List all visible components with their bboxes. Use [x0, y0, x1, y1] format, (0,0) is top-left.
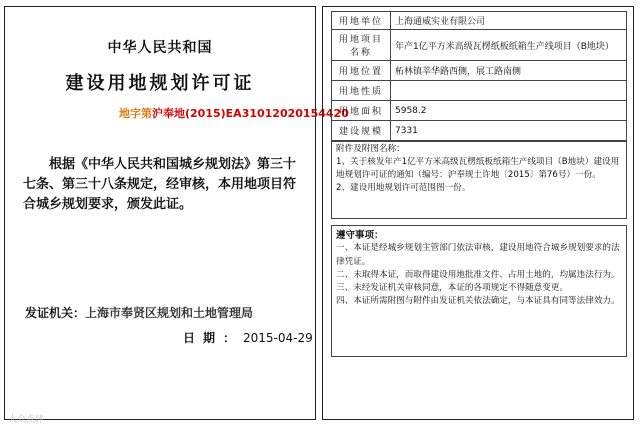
info-value — [391, 81, 627, 101]
notes-section — [331, 225, 627, 357]
table-row — [332, 121, 627, 141]
certificate-number-label: 地字第 — [119, 107, 152, 120]
table-row — [332, 30, 627, 61]
list-item: 三、未经发证机关审核同意，本证的各项规定不得随意变更。 — [336, 283, 569, 294]
info-value: 7331 — [391, 121, 627, 141]
issuer-label: 发证机关： — [25, 306, 86, 320]
certificate-body: 根据《中华人民共和国城乡规划法》第三十七条、第三十八条规定，经审核，本用地项目符合城乡规划要求，颁发此证。 — [23, 157, 297, 212]
list-item: 一、本证是经城乡规划主管部门依法审核，建设用地符合城乡规划要求的法律凭证。 — [336, 243, 620, 267]
info-value: 5958.2 — [391, 101, 627, 121]
date-value: 2015-04-29 — [243, 331, 313, 345]
country-name: 中华人民共和国 — [107, 40, 213, 56]
certificate-left-panel — [4, 6, 349, 420]
info-key: 用地项目名称 — [332, 30, 391, 61]
certificate-number — [119, 105, 349, 121]
list-item: 二、未取得本证，而取得建设用地批准文件、占用土地的，均属违法行为。 — [336, 269, 620, 280]
table-row — [332, 61, 627, 81]
info-key: 用地性质 — [332, 81, 391, 101]
certificate-title: 建设用地规划许可证 — [65, 73, 255, 94]
table-row — [332, 12, 627, 30]
land-info-table — [331, 11, 627, 141]
issuer-name: 上海市奉贤区规划和土地管理局 — [85, 306, 254, 320]
info-key: 用地位置 — [332, 61, 391, 81]
attachments-section — [331, 141, 627, 219]
info-value: 柘林镇莘华路西侧，展工路南侧 — [391, 61, 627, 81]
certificate-number-value: 沪奉地(2015)EA31012020154420 — [152, 107, 349, 120]
watermark: 大众点评 — [8, 415, 45, 425]
list-item: 2、建设用地规划许可范围图一份。 — [336, 183, 471, 193]
table-row — [332, 101, 627, 121]
list-item: 四、本证所需附图与附件由发证机关依法确定，与本证具有同等法律效力。 — [336, 296, 620, 307]
issuing-authority — [25, 304, 253, 321]
certificate-right-panel — [322, 6, 634, 420]
info-value: 年产1亿平方米高级瓦楞纸板纸箱生产线项目（B地块） — [391, 30, 627, 61]
date-label: 日期： — [183, 331, 244, 345]
table-row — [332, 81, 627, 101]
info-value: 上海通威实业有限公司 — [391, 12, 627, 30]
attachments-heading: 附件及附图名称： — [336, 144, 405, 154]
notes-heading: 遵守事项： — [336, 230, 384, 241]
issue-date — [183, 329, 313, 346]
info-key: 建设规模 — [332, 121, 391, 141]
info-key: 用地单位 — [332, 12, 391, 30]
list-item: 1、关于核发年产1亿平方米高级瓦楞纸板纸箱生产线项目（B地块）建设用地规划许可证的通知（编号：沪奉规土许地〔2015〕第76号）一份。 — [336, 157, 620, 180]
info-key: 用地面积 — [332, 101, 391, 121]
